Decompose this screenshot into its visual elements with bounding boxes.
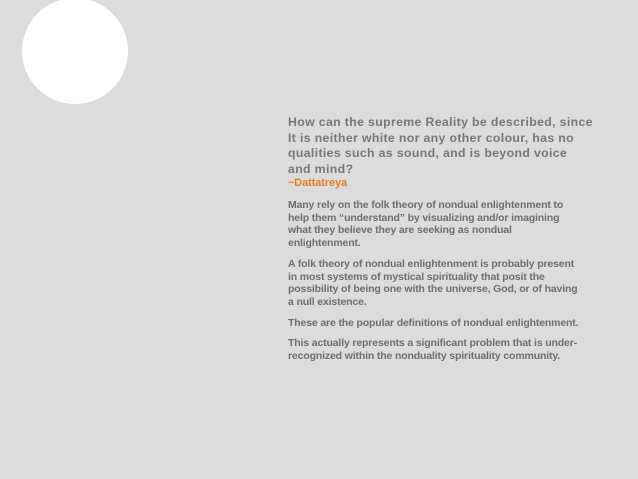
paragraph-line: possibility of being one with the universe, God, or of having: [288, 283, 578, 296]
paragraph-line: This actually represents a significant problem that is under-: [288, 337, 578, 350]
paragraph-line: Many rely on the folk theory of nondual enlightenment to: [288, 199, 564, 211]
quote-text: [288, 115, 600, 177]
quote-attribution: ~Dattatreya: [288, 177, 348, 189]
paragraph-line: A folk theory of nondual enlightenment is probably present: [288, 257, 575, 270]
paragraph-popular-definitions: [288, 317, 600, 330]
paragraph-line: a null existence.: [288, 295, 367, 308]
paragraph-folk-theory-reliance: [288, 199, 600, 250]
quote-line: and mind?: [288, 161, 354, 176]
paragraph-folk-theory-presence: [288, 258, 600, 309]
paragraph-line: recognized within the nonduality spirituality community.: [288, 350, 561, 363]
paragraph-line: in most systems of mystical spirituality that posit the: [288, 270, 545, 283]
quote-line: It is neither white nor any other colour, has no: [288, 130, 575, 145]
quote-line: How can the supreme Reality be described, since: [288, 115, 593, 129]
quote-line: qualities such as sound, and is beyond voice: [288, 146, 568, 160]
paragraph-line: help them “understand” by visualizing and/or imagining: [288, 211, 560, 224]
paragraph-line: enlightenment.: [288, 237, 361, 250]
paragraph-significant-problem: [288, 337, 600, 362]
paragraph-line: These are the popular definitions of nondual enlightenment.: [288, 316, 579, 329]
slide-content: [288, 115, 600, 371]
decorative-circle: [22, 0, 128, 104]
paragraph-line: what they believe they are seeking as nondual: [288, 224, 512, 237]
